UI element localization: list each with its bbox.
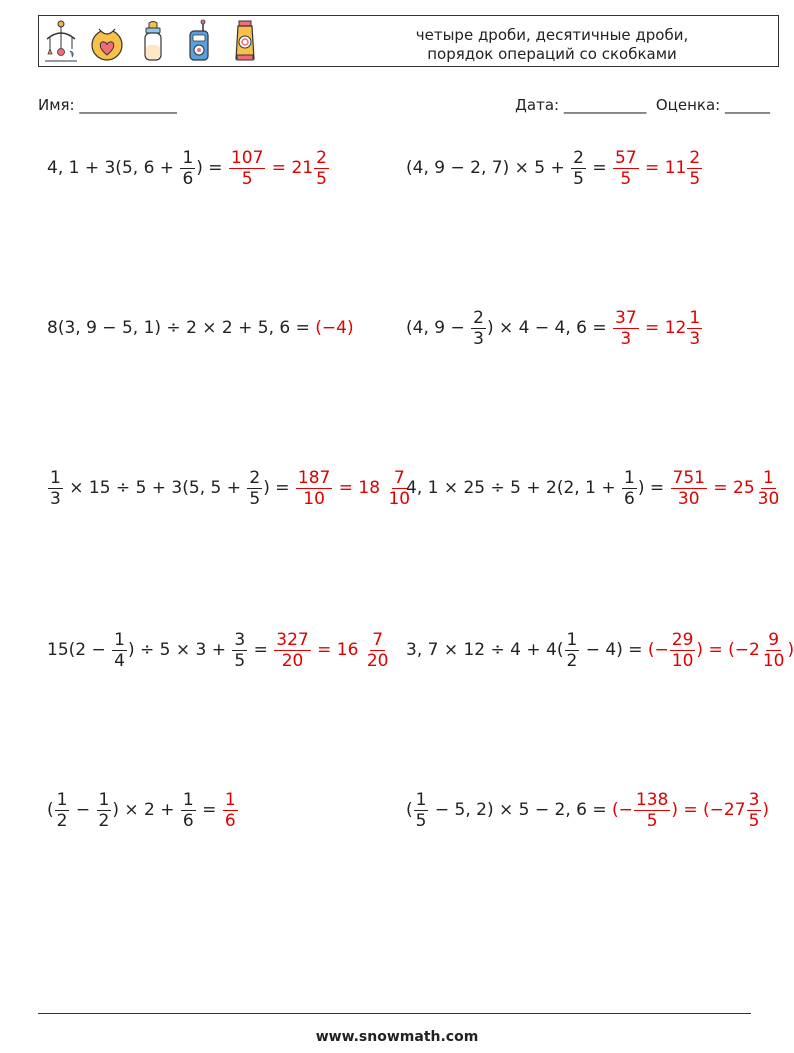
numerator: 2 [473,307,484,328]
fraction [687,308,702,349]
expression-text: ) [787,640,794,660]
problem-item [406,466,782,510]
numerator: 3 [234,629,246,650]
numerator: 751 [672,467,705,488]
baby-bottle-icon [133,19,173,63]
numerator: 138 [635,789,669,810]
numerator: 29 [671,629,694,650]
expression-text: (4, 9 − [406,318,471,338]
denominator: 5 [316,168,327,189]
numerator: 7 [372,629,384,650]
fraction [223,790,238,831]
problem-item [47,146,330,190]
denominator: 5 [646,810,658,831]
problem-item [406,788,769,832]
expression-text: = 21 [266,158,314,178]
denominator: 5 [241,168,253,189]
expression-text: 4, 1 + 3(5, 6 + [47,158,180,178]
fraction [565,630,580,671]
expression-text: ) = [263,478,295,498]
fraction [756,468,782,509]
fraction [365,630,391,671]
denominator: 5 [415,810,427,831]
expression-text: ) ÷ 5 × 3 + [127,640,232,660]
baby-bib-icon [87,19,127,63]
answer [612,790,769,831]
fraction [671,468,707,509]
fraction [229,148,265,189]
fraction [112,630,127,671]
expression-text: − [70,800,96,820]
expression-text: 15(2 − [47,640,112,660]
denominator: 5 [748,810,760,831]
numerator: 1 [182,147,194,168]
numerator: 1 [415,789,427,810]
denominator: 6 [623,488,635,509]
fraction [314,148,329,189]
denominator: 6 [224,810,236,831]
problem-item [406,306,703,350]
denominator: 2 [98,810,110,831]
denominator: 5 [234,650,246,671]
problem-item [47,788,239,832]
denominator: 4 [114,650,125,671]
fraction [296,468,332,509]
fraction [622,468,637,509]
answer [273,630,391,671]
denominator: 20 [366,650,389,671]
expression-text: ( [47,800,54,820]
answer [295,468,413,509]
numerator: 2 [249,467,261,488]
expression-text: 8(3, 9 − 5, 1) ÷ 2 × 2 + 5, 6 = [47,318,316,338]
answer [670,468,783,509]
fraction [55,790,70,831]
expression-text: = 11 [639,158,687,178]
expression-text: ) = [196,158,228,178]
fraction [761,630,787,671]
numerator: 2 [689,147,701,168]
fraction [687,148,702,189]
denominator: 30 [677,488,700,509]
denominator: 30 [757,488,780,509]
denominator: 6 [182,810,194,831]
expression-text: ) × 4 − 4, 6 = [486,318,612,338]
baby-mobile-icon [41,19,81,63]
problem-item [406,146,703,190]
expression-text: 4, 1 × 25 ÷ 5 + 2(2, 1 + [406,478,621,498]
answer [648,630,794,671]
expression-text: = 12 [639,318,687,338]
baby-monitor-icon [179,19,219,63]
expression-text: (− [612,800,633,820]
title-line-2: порядок операций со скобками [427,45,677,63]
problem-item [47,466,413,510]
numerator: 1 [56,789,68,810]
date-grade-field: Дата: ___________ Оценка: ______ [515,96,770,114]
expression-text: = [248,640,274,660]
answer [228,148,330,189]
numerator: 1 [98,789,110,810]
denominator: 2 [56,810,68,831]
problem-item [406,628,794,672]
answer [222,790,239,831]
denominator: 3 [620,328,632,349]
numerator: 7 [393,467,405,488]
numerator: 1 [114,629,125,650]
denominator: 10 [388,488,411,509]
numerator: 9 [768,629,780,650]
expression-text: ( [406,800,413,820]
numerator: 1 [50,467,61,488]
denominator: 10 [762,650,785,671]
problem-item [47,306,354,350]
numerator: 1 [224,789,236,810]
denominator: 6 [182,168,194,189]
numerator: 1 [566,629,578,650]
denominator: 5 [620,168,632,189]
expression-text: ) = (−27 [671,800,746,820]
numerator: 1 [689,307,701,328]
expression-text: ) × 2 + [112,800,180,820]
fraction [634,790,670,831]
expression-text: ) = (−2 [696,640,760,660]
answer [315,318,353,338]
denominator: 2 [566,650,578,671]
expression-text: = 16 [311,640,364,660]
numerator: 327 [276,629,309,650]
expression-text: = 18 [333,478,386,498]
denominator: 20 [281,650,304,671]
numerator: 57 [615,147,637,168]
fraction [232,630,247,671]
numerator: 3 [748,789,760,810]
denominator: 3 [689,328,701,349]
denominator: 5 [573,168,584,189]
problem-item [47,628,391,672]
numerator: 2 [573,147,584,168]
denominator: 10 [303,488,325,509]
lotion-tube-icon [225,19,265,63]
fraction [670,630,696,671]
expression-text: ) [762,800,770,820]
fraction [274,630,310,671]
title-line-1: четыре дроби, десятичные дроби, [415,26,689,44]
expression-text: 3, 7 × 12 ÷ 4 + 4( [406,640,564,660]
numerator: 2 [316,147,327,168]
fraction [247,468,262,509]
fraction [181,790,196,831]
name-field: Имя: _____________ [38,96,177,114]
header-icons [41,18,265,64]
numerator: 107 [230,147,264,168]
denominator: 5 [249,488,261,509]
fraction [747,790,762,831]
numerator: 37 [615,307,637,328]
denominator: 3 [473,328,484,349]
footer-url: www.snowmath.com [315,1029,479,1045]
fraction [97,790,112,831]
numerator: 1 [763,467,774,488]
expression-text: = [196,800,222,820]
expression-text: (−4) [315,318,354,338]
footer-divider [38,1013,751,1014]
worksheet-header [38,15,779,67]
fraction [414,790,429,831]
denominator: 3 [50,488,61,509]
expression-text: × 15 ÷ 5 + 3(5, 5 + [63,478,247,498]
answer [612,308,703,349]
expression-text: (− [647,640,669,660]
fraction [613,308,639,349]
denominator: 5 [689,168,701,189]
expression-text: − 4) = [580,640,648,660]
expression-text: ) = [637,478,670,498]
fraction [180,148,195,189]
worksheet-title [372,26,732,64]
expression-text: (4, 9 − 2, 7) × 5 + [406,158,571,178]
numerator: 1 [623,467,635,488]
expression-text: − 5, 2) × 5 − 2, 6 = [429,800,613,820]
fraction [48,468,63,509]
answer [612,148,703,189]
expression-text: = [586,158,613,178]
numerator: 1 [182,789,194,810]
numerator: 187 [297,467,331,488]
expression-text: = 25 [707,478,755,498]
fraction [571,148,586,189]
denominator: 10 [671,650,694,671]
fraction [471,308,486,349]
fraction [613,148,639,189]
